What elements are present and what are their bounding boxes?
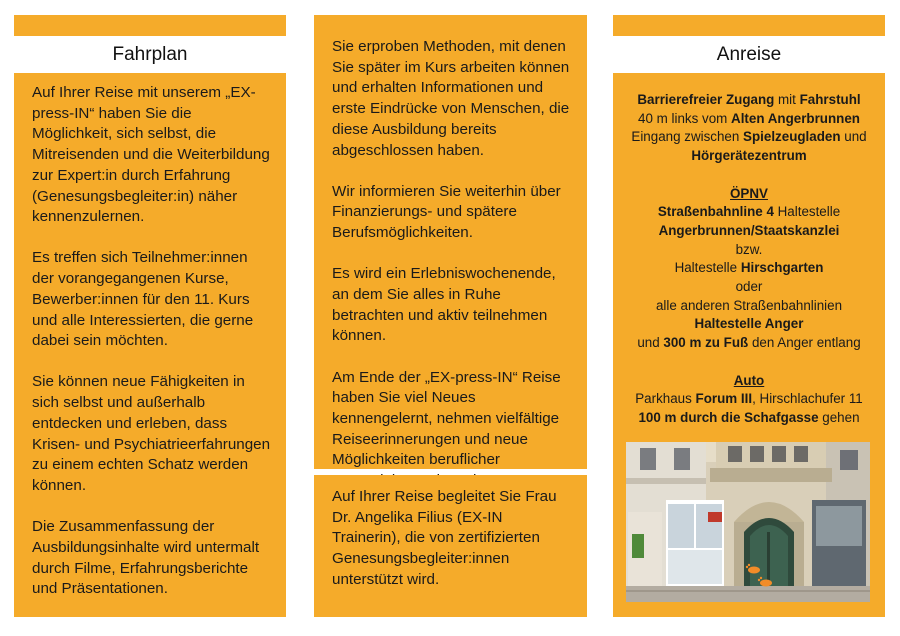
auto-line-1: Parkhaus Forum III, Hirschlachufer 11	[635, 391, 863, 407]
companion-text: Auf Ihrer Reise begleitet Sie Frau Dr. Angelika Filius (EX-IN Trainerin), die von zertifizierten Genesungsbegleiter:innen unterstützt wird.	[332, 488, 557, 588]
access-line-1: Barrierefreier Zugang mit Fahrstuhl	[637, 92, 861, 107]
left-paragraph: Es treffen sich Teilnehmer:innen der vorangegangenen Kurse, Bewerber:innen für den 11. Kurs und alle Interessierten, die gerne dabei sein möchten.	[32, 249, 254, 350]
middle-paragraph: Sie erproben Methoden, mit denen Sie später im Kurs arbeiten können und erhalten Informationen und erste Eindrücke von Menschen, die diese Ausbildung bereits abgeschlossen haben.	[332, 38, 570, 159]
access-line-4: Hörgerätezentrum	[691, 148, 807, 164]
oepnv-line-7: Haltestelle Anger	[694, 316, 804, 332]
left-panel	[14, 73, 286, 617]
oepnv-line-6: alle anderen Straßenbahnlinien	[655, 297, 843, 313]
right-top-bar	[613, 15, 885, 36]
building-photo	[626, 442, 870, 602]
middle-panel	[314, 15, 587, 469]
middle-paragraph: Wir informieren Sie weiterhin über Finanzierungs- und spätere Berufsmöglichkeiten.	[332, 182, 561, 242]
oepnv-line-2: Angerbrunnen/Staatskanzlei	[658, 222, 840, 238]
oepnv-line-1: Straßenbahnline 4 Haltestelle	[657, 204, 841, 220]
left-heading: Fahrplan	[112, 44, 188, 65]
access-line-3: Eingang zwischen Spielzeugladen und	[631, 129, 867, 145]
middle-paragraph: Es wird ein Erlebniswochenende, an dem Sie alles in Ruhe betrachten und aktiv teilnehmen können.	[332, 265, 556, 345]
right-heading: Anreise	[716, 44, 782, 65]
oepnv-line-4: Haltestelle Hirschgarten	[674, 260, 824, 276]
access-line-2: 40 m links vom Alten Angerbrunnen	[638, 110, 860, 126]
auto-line-2: 100 m durch die Schafgasse gehen	[638, 409, 860, 425]
oepnv-line-5: oder	[735, 279, 763, 295]
left-paragraph: Auf Ihrer Reise mit unserem „EX-press-IN“ haben Sie die Möglichkeit, sich selbst, die Mitreisenden und die Weiterbildung zur Expert:in durch Erfahrung (Genesungsbegleiter:in) näher kennenzulernen.	[32, 84, 270, 226]
auto-title: Auto	[733, 372, 765, 388]
oepnv-title: ÖPNV	[730, 185, 768, 201]
oepnv-line-3: bzw.	[735, 241, 763, 257]
middle-bottom-panel	[314, 475, 587, 617]
middle-paragraph: Am Ende der „EX-press-IN“ Reise haben Sie viel Neues kennengelernt, nehmen vielfältige Reiseerinnerungen und neue Möglichkeiten beruflicher	[332, 368, 561, 469]
left-paragraph: Die Zusammenfassung der Ausbildungsinhalte wird untermalt durch Filme, Erfahrungsberichte und Präsentationen.	[32, 518, 260, 598]
left-paragraph: Sie können neue Fähigkeiten in sich selbst und außerhalb entdecken und erleben, dass Krisen- und Psychiatrieerfahrungen zu einem echten Schatz werden können.	[32, 373, 271, 494]
left-top-bar	[14, 15, 286, 36]
oepnv-line-8: und 300 m zu Fuß den Anger entlang	[637, 335, 861, 351]
